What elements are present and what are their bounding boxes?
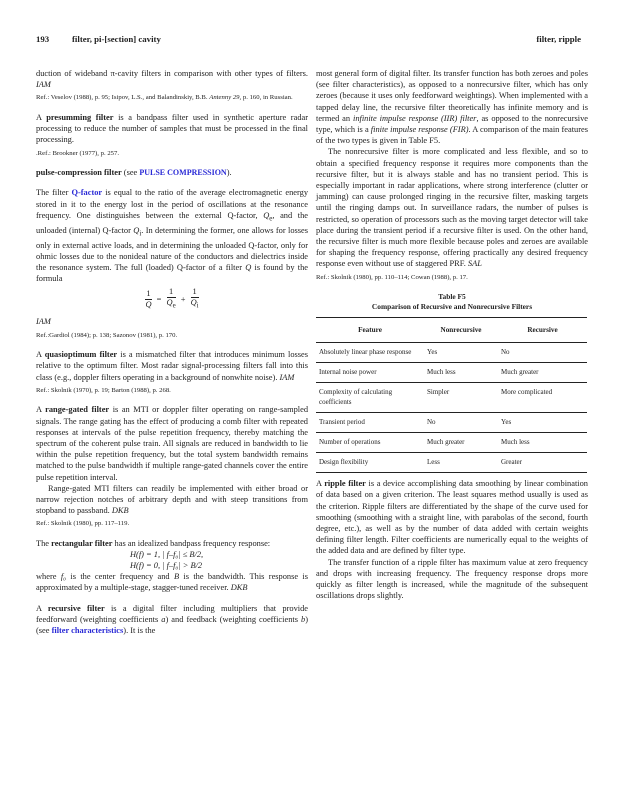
q-factor-formula: $\frac{1}{Q}$ = $\frac{1}{Q_e}$ + $\frac{1}{Q_i}$ — [145, 287, 199, 311]
table-row — [316, 343, 587, 363]
table-cell: Internal noise power — [316, 363, 424, 383]
table-cell: Much less — [424, 363, 498, 383]
entry-ripple-filter: A ripple filter is a device accomplishing data smoothing by linear combination of data based on a given criterion. The least squares method usually is used as the criterion. Ripple filters are differentiated by the shape of the curve used for smoothing (smoothing with a straight line, with parabolas of the second, fourth degree, etc.), as well as by the number of data added with certain weights defining filter length. Filter coefficients are numerically equal to the weights of the added data and are defined by filter type. — [316, 479, 588, 556]
table-header-cell: Recursive — [498, 318, 587, 343]
entry-range-gated-filter: A range-gated filter is an MTI or doppler filter operating on range-sampled signals. The range gating has the effect of producing a comb filter with repeated responses at intervals of the pulse repetition frequency, thereby matching the spectrum of the coherent pulse train. All signals are reduced in bandwidth to lie within the pulse repetition frequency, but the total system bandwidth remains matched to the pulse bandwidth if multiple range-gated channels cover the entire pulse repetition interval. — [36, 405, 309, 482]
table-header-cell: Nonrecursive — [424, 318, 498, 343]
header-right-term: filter, ripple — [536, 34, 581, 44]
table-title: Comparison of Recursive and Nonrecursive Filters — [371, 302, 533, 312]
right-column — [316, 68, 588, 601]
table-cell: No — [498, 343, 587, 363]
table-cell: Yes — [424, 343, 498, 363]
rect-equation-2: H(f) = 0, | f–f₀| > B/2 — [130, 561, 203, 571]
table-cell: Less — [424, 453, 498, 473]
reference: .Ref.: Brookner (1977), p. 257. — [36, 149, 120, 157]
header-left-term: filter, pi-[section] cavity — [72, 34, 161, 44]
table-cell: Much greater — [424, 433, 498, 453]
link-pulse-compression[interactable]: PULSE COMPRESSION — [139, 168, 227, 178]
table-row — [316, 453, 587, 473]
entry-pulse-compression-filter: pulse-compression filter (see PULSE COMPRESSION). — [36, 168, 232, 178]
table-cell: Much greater — [498, 363, 587, 383]
table-header-row — [316, 318, 587, 343]
left-column — [36, 68, 308, 636]
rect-equation-1: H(f) = 1, | f–f₀| ≤ B/2, — [130, 550, 204, 560]
table-row — [316, 363, 587, 383]
table-row — [316, 383, 587, 413]
entry-quasioptimum-filter: A quasioptimum filter is a mismatched filter that introduces minimum losses relative to the optimum filter. Most radar signal-processing filters fall into this class (e.g., doppler filters operating in a background of nonwhite noise). IAM — [36, 350, 309, 382]
table-cell: Absolutely linear phase response — [316, 343, 424, 363]
table-cell: Complexity of calculating coefficients — [316, 383, 424, 413]
entry-filter-q-factor: The filter Q-factor is equal to the ratio of the average electromagnetic energy stored in it to the energy lost in the period of oscillations at the resonance frequency. One distinguishes between the external Q-factor, $Q_e$, and the unloaded (internal) Q-factor $Q_i$. In determining the former, one allows for losses only in external active loads, and in determining the unloaded Q-factor, only for ohmic losses due to the nonideal nature of the conductors and dielectrics inside the resonance system. The full (loaded) Q-factor of a filter Q is found by the formula — [36, 188, 309, 284]
table-cell: Simpler — [424, 383, 498, 413]
table-number: Table F5 — [438, 292, 466, 302]
table-cell: Number of operations — [316, 433, 424, 453]
table-cell: Design flexibility — [316, 453, 424, 473]
table-header-cell: Feature — [316, 318, 424, 343]
link-q-factor[interactable]: Q-factor — [71, 188, 103, 198]
entry-presumming-filter: A presumming filter is a bandpass filter used in synthetic aperture radar processing to reduce the number of samples that must be processed in the final processing. — [36, 113, 309, 145]
author-initials: IAM — [36, 317, 51, 327]
table-cell: Yes — [498, 413, 587, 433]
table-caption — [316, 292, 588, 312]
reference: Ref.: Skolnik (1970), p. 19; Barton (1988), p. 268. — [36, 386, 171, 394]
paragraph-rect-description: where f₀ is the center frequency and B is the bandwidth. This response is approximated by a multiple-stage, stagger-tuned receiver. DKB — [36, 572, 309, 593]
table-row — [316, 433, 587, 453]
table-cell: Much less — [498, 433, 587, 453]
table-cell: Greater — [498, 453, 587, 473]
reference: Ref.:Gardiol (1984); p. 138; Sazonov (1981), p. 170. — [36, 331, 178, 339]
comparison-table — [316, 317, 587, 473]
reference: Ref.: Skolnik (1980), pp. 117–119. — [36, 520, 130, 528]
table-row — [316, 413, 587, 433]
table-cell: Transient period — [316, 413, 424, 433]
table-cell: More complicated — [498, 383, 587, 413]
paragraph-nonrecursive: The nonrecursive filter is more complicated and less flexible, and so to obtain a specified frequency response it requires more components than the recursive filter, but it is always stable and has no transient period. This is especially important in radar applications, where strong interference (clutter or jamming) can cause prolonged ringing in the recursive filter, masking targets until the ringing damps out. In surveillance radars, the number of pulses is restricted, so operation of processors such as the moving target detector will take place during the transient period if a recursive filter is used. On the other hand, the recursive filter is much more flexible because poles and zeroes are available for shaping the frequency response, offering practically any desired frequency response even without use of staggered PRF. SAL — [316, 147, 588, 269]
table-cell: No — [424, 413, 498, 433]
entry-recursive-filter: A recursive filter is a digital filter including multipliers that provide feedforward (weighting coefficients a) and feedback (weighting coefficients b) (see filter characteristics). It is the — [36, 603, 309, 636]
reference: Ref.: Skolnik (1980), pp. 110–114; Cowan (1988), p. 17. — [316, 273, 468, 281]
link-filter-characteristics[interactable]: filter characteristics — [51, 626, 124, 636]
page-number: 193 — [36, 34, 50, 44]
entry-rectangular-filter: The rectangular filter has an idealized bandpass frequency response: — [36, 539, 271, 548]
paragraph-ripple-transfer: The transfer function of a ripple filter has maximum value at zero frequency and drops with increasing frequency. The frequency response drops more quickly as filter length is increased, while the magnitude of the subsequent oscillations drops slightly. — [316, 557, 588, 601]
running-header — [36, 34, 581, 48]
reference: Ref.: Veselov (1988), p. 95; Isipov, L.S., and Balandinskiy, B.B. Antenny 29, p. 160, in Russian. — [36, 94, 293, 102]
paragraph-recursive-continued: most general form of digital filter. Its transfer function has both zeroes and poles (see filter characteristics), as opposed to a nonrecursive filter, which has only zeroes (because it uses only feedforward weightings). When implemented with a tapped delay line, the recursive filter theoretically has infinite memory and is termed an infinite impulse response (IIR) filter, as opposed to the nonrecursive type, which is a finite impulse response (FIR). A comparison of the main features of the two types is given in Table F5. — [316, 69, 588, 146]
paragraph-pi-cavity-tail: duction of wideband π-cavity filters in comparison with other types of filters. IAM — [36, 69, 308, 90]
paragraph-range-gated-mti: Range-gated MTI filters can readily be implemented with either broad or narrow rejection notches of arbitrary depth and with steep transitions from stopband to passband. DKB — [36, 483, 308, 516]
